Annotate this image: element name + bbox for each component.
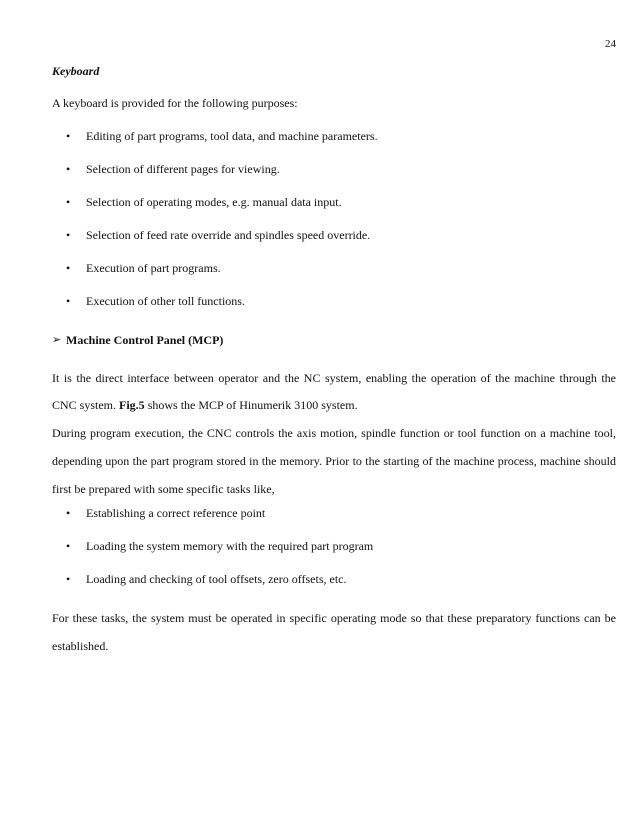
paragraph-text: shows the MCP of Hinumerik 3100 system. [144,398,358,412]
list-item [52,194,616,211]
bullet-icon: • [66,261,71,275]
page-number: 24 [605,38,616,50]
list-item-text: Execution of other toll functions. [86,294,245,308]
keyboard-purpose-list [52,128,616,310]
bullet-icon: • [66,195,71,209]
list-item [52,128,616,145]
bullet-icon: • [66,162,71,176]
paragraph-text: It is the direct interface between operator and the NC system, enabling the operation of the machine through the CNC system. [52,371,616,412]
bullet-icon: • [66,572,71,586]
arrow-bullet-icon: ➢ [52,334,62,346]
keyboard-intro: A keyboard is provided for the following purposes: [52,96,298,110]
preparatory-task-list [52,505,616,588]
section-heading-text: Machine Control Panel (MCP) [66,333,224,347]
list-item-text: Establishing a correct reference point [86,506,266,520]
list-item-text: Editing of part programs, tool data, and machine parameters. [86,129,378,143]
list-item-text: Selection of feed rate override and spindles speed override. [86,228,371,242]
bullet-icon: • [66,506,71,520]
list-item [52,260,616,277]
list-item [52,571,616,588]
section-title-keyboard: Keyboard [52,64,100,78]
list-item [52,161,616,178]
list-item-text: Loading the system memory with the required part program [86,539,374,553]
list-item [52,227,616,244]
list-item-text: Selection of different pages for viewing. [86,162,280,176]
bullet-icon: • [66,129,71,143]
list-item-text: Loading and checking of tool offsets, zero offsets, etc. [86,572,347,586]
list-item [52,538,616,555]
bullet-icon: • [66,228,71,242]
document-body [52,64,616,660]
list-item-text: Selection of operating modes, e.g. manual data input. [86,195,342,209]
bullet-icon: • [66,294,71,308]
figure-reference: Fig.5 [119,398,145,412]
program-execution-paragraph: During program execution, the CNC controls the axis motion, spindle function or tool function on a machine tool, depending upon the part program stored in the memory. Prior to the starting of the machine process, machine should first be prepared with some specific tasks like, [52,426,616,496]
list-item-text: Execution of part programs. [86,261,221,275]
mcp-description-paragraph [52,365,616,419]
section-heading-mcp [52,332,616,349]
list-item [52,293,616,310]
bullet-icon: • [66,539,71,553]
operating-mode-paragraph: For these tasks, the system must be operated in specific operating mode so that these preparatory functions can be established. [52,611,616,653]
list-item [52,505,616,522]
